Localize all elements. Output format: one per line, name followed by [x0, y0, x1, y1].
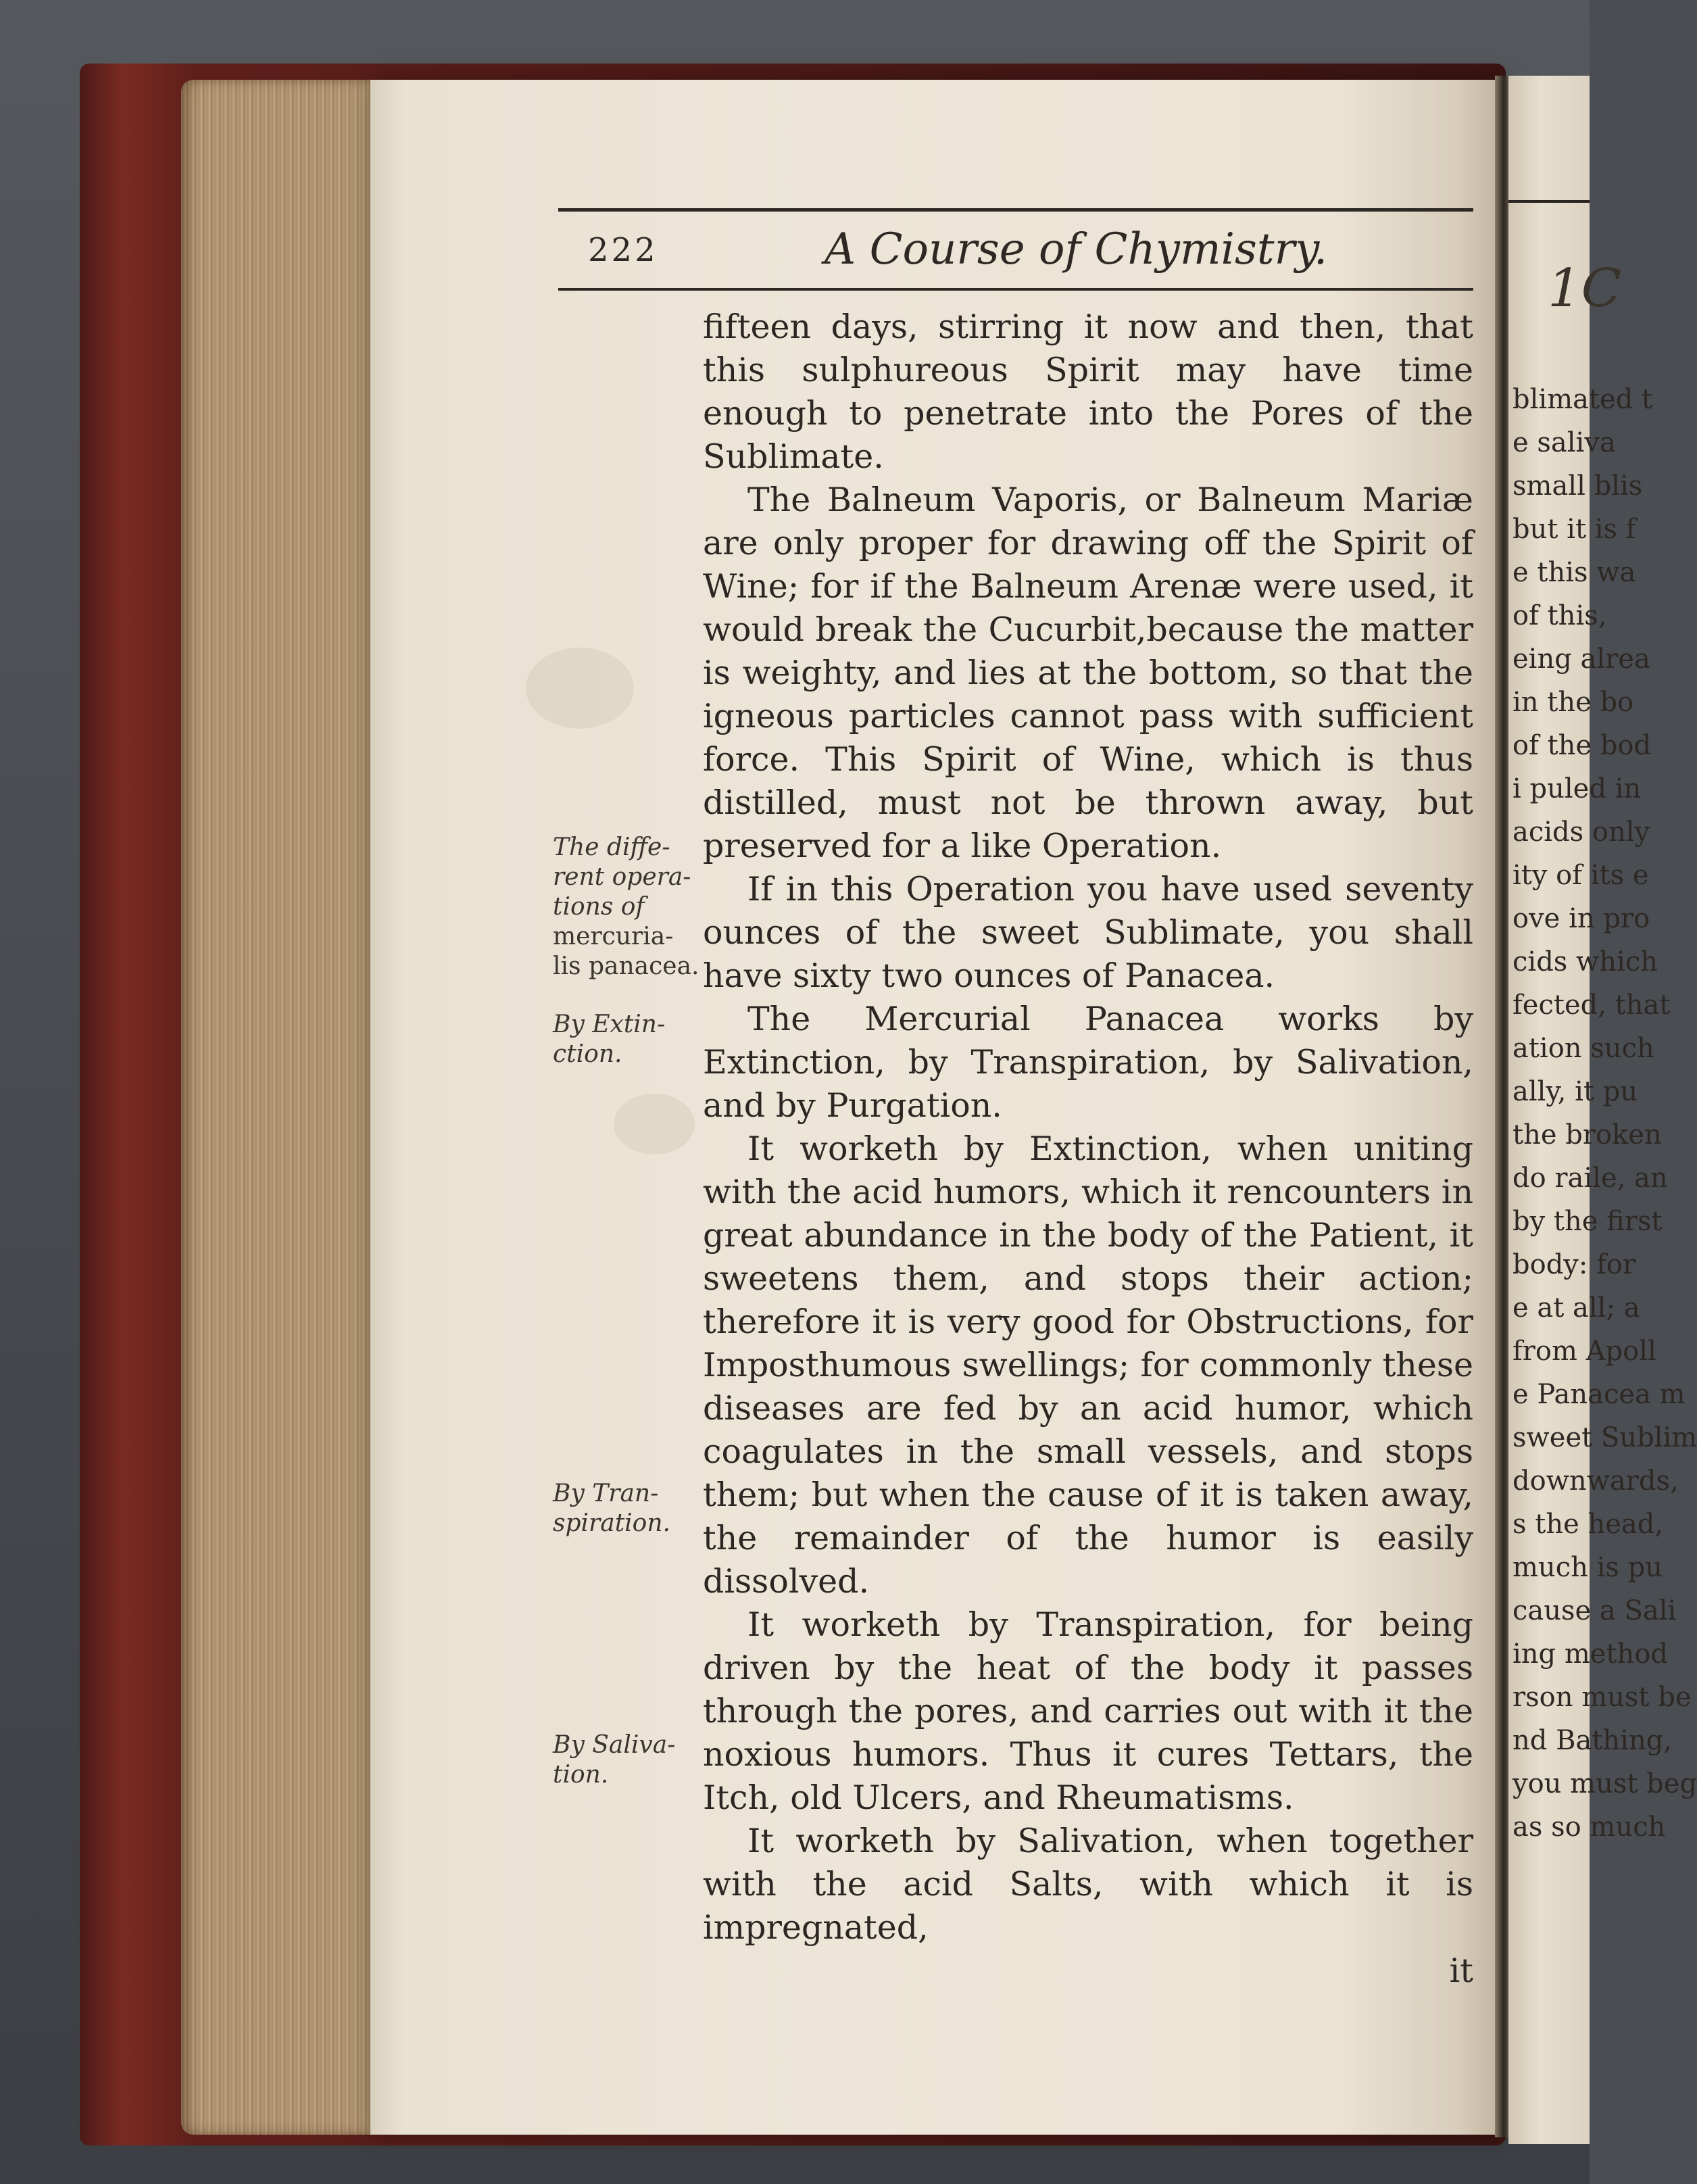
facing-page-line: ove in pro — [1512, 903, 1650, 934]
facing-page-line: e Panacea m — [1512, 1379, 1686, 1410]
paper-stain — [526, 648, 634, 729]
facing-page-line: s the head, — [1512, 1509, 1664, 1540]
facing-page-line: ally, it pu — [1512, 1076, 1638, 1107]
facing-page-line: e saliva — [1512, 427, 1616, 458]
facing-page-line: rson must be — [1512, 1682, 1692, 1713]
facing-page-line: ing method — [1512, 1639, 1668, 1670]
margin-note-extinction: By Extin- ction. — [553, 1011, 666, 1068]
facing-page-line: you must beg — [1512, 1768, 1697, 1799]
facing-page-line: ation such — [1512, 1033, 1654, 1064]
margin-note-salivation: By Saliva- tion. — [553, 1731, 676, 1789]
facing-page-line: do raile, an — [1512, 1163, 1668, 1194]
facing-page-line: ity of its e — [1512, 860, 1649, 891]
facing-page-line: but it is f — [1512, 514, 1636, 545]
paragraph: It worketh by Extinction, when uniting with the acid humors, which it rencounters in great abundance in the body of the Patient, it sweetens them, and stops their action; therefore it is very good for Obstructions, for Imposthumous swellings; for commonly these diseases are fed by an acid humor, which coagulates in the small vessels, and stops them; but when the cause of it is taken away, the remainder of the humor is easily dissolved. — [703, 1130, 1473, 1601]
facing-page-fragment — [1508, 76, 1697, 2144]
facing-page-line: e this wa — [1512, 557, 1636, 588]
facing-page-line: e at all; a — [1512, 1292, 1640, 1324]
facing-page-line: much is pu — [1512, 1552, 1663, 1583]
facing-page-line: by the first — [1512, 1206, 1663, 1237]
facing-page-line: downwards, — [1512, 1465, 1679, 1497]
facing-page-line: blimated t — [1512, 384, 1653, 415]
facing-page-line: nd Bathing, — [1512, 1725, 1673, 1756]
header-rule-bottom — [558, 288, 1473, 291]
facing-page-line: sweet Sublim — [1512, 1422, 1697, 1453]
paragraph: The Mercurial Panacea works by Extinction, by Transpiration, by Salivation, and by Purgation. — [703, 1000, 1473, 1125]
margin-note-transpiration: By Tran- spiration. — [553, 1480, 670, 1537]
paragraph: It worketh by Transpiration, for being driven by the heat of the body it passes through the pores, and carries out with it the noxious humors. Thus it cures Tettars, the Itch, old Ulcers, and Rheumatisms. — [703, 1605, 1473, 1817]
paper-stain — [614, 1094, 695, 1155]
paragraph: fifteen days, stirring it now and then, that this sulphureous Spirit may have time enough to penetrate into the Pores of the Sublimate. — [703, 308, 1473, 476]
facing-page-rule — [1508, 200, 1590, 203]
facing-page-number: 1C — [1548, 258, 1622, 319]
margin-note-operations: The diffe- rent opera- tions of mercuria- lis panacea. — [553, 833, 699, 980]
running-title: A Course of Chymistry. — [825, 224, 1328, 274]
facing-page-line: i puled in — [1512, 773, 1642, 804]
page-edges — [181, 80, 377, 2135]
facing-page-line: body: for — [1512, 1249, 1636, 1280]
paragraph: If in this Operation you have used seventy ounces of the sweet Sublimate, you shall have sixty two ounces of Panacea. — [703, 870, 1473, 995]
facing-page-line: of this, — [1512, 600, 1607, 631]
facing-page-line: small blis — [1512, 470, 1643, 502]
paragraph: It worketh by Salivation, when together with the acid Salts, with which it is impregnated, — [703, 1822, 1473, 1947]
facing-page-line: of the bod — [1512, 730, 1652, 761]
paragraph: The Balneum Vaporis, or Balneum Mariæ are only proper for drawing off the Spirit of Wine; for if the Balneum Arenæ were used, it would break the Cucurbit,because the matter is weighty, and lies at the bottom, so that the igneous particles cannot pass with sufficient force. This Spirit of Wine, which is thus distilled, must not be thrown away, but preserved for a like Operation. — [703, 481, 1473, 865]
facing-page-line: in the bo — [1512, 687, 1634, 718]
facing-page-line: fected, that — [1512, 990, 1671, 1021]
facing-page-line: from Apoll — [1512, 1336, 1656, 1367]
facing-page-line: cause a Sali — [1512, 1595, 1677, 1626]
facing-page-line: eing alrea — [1512, 644, 1650, 675]
main-text — [703, 306, 1473, 1993]
page-number: 222 — [588, 231, 658, 269]
facing-page-line: acids only — [1512, 817, 1650, 848]
facing-page-line: as so much — [1512, 1812, 1666, 1843]
book-gutter — [1495, 76, 1510, 2137]
catchword: it — [1449, 1951, 1473, 1990]
facing-page-line: cids which — [1512, 946, 1658, 977]
facing-page-line: the broken — [1512, 1119, 1662, 1150]
header-rule-top — [558, 208, 1473, 212]
